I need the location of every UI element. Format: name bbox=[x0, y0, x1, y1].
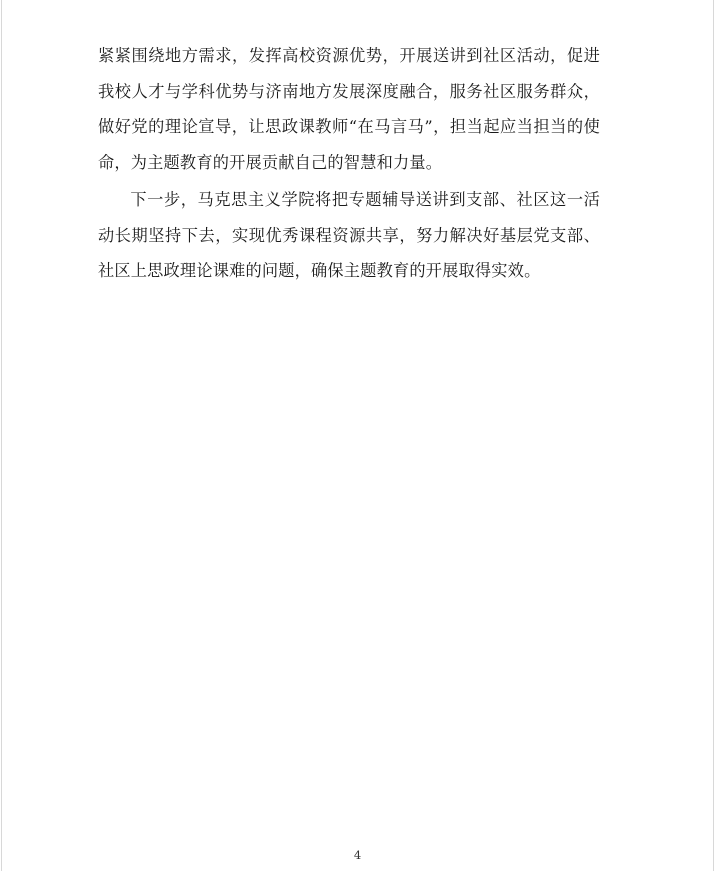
page-body bbox=[98, 38, 600, 289]
page-number: 4 bbox=[353, 848, 362, 862]
paragraph-1: 紧紧围绕地方需求，发挥高校资源优势，开展送讲到社区活动，促进我校人才与学科优势与济南地方发展深度融合，服务社区服务群众，做好党的理论宣导，让思政课教师“在马言马”，担当起应当担当的使命，为主题教育的开展贡献自己的智慧和力量。 bbox=[98, 46, 600, 172]
page-right-border bbox=[713, 0, 714, 871]
page-left-border bbox=[1, 0, 2, 871]
paragraph-2: 下一步，马克思主义学院将把专题辅导送讲到支部、社区这一活动长期坚持下去，实现优秀课程资源共享，努力解决好基层党支部、社区上思政理论课难的问题，确保主题教育的开展取得实效。 bbox=[98, 190, 600, 280]
